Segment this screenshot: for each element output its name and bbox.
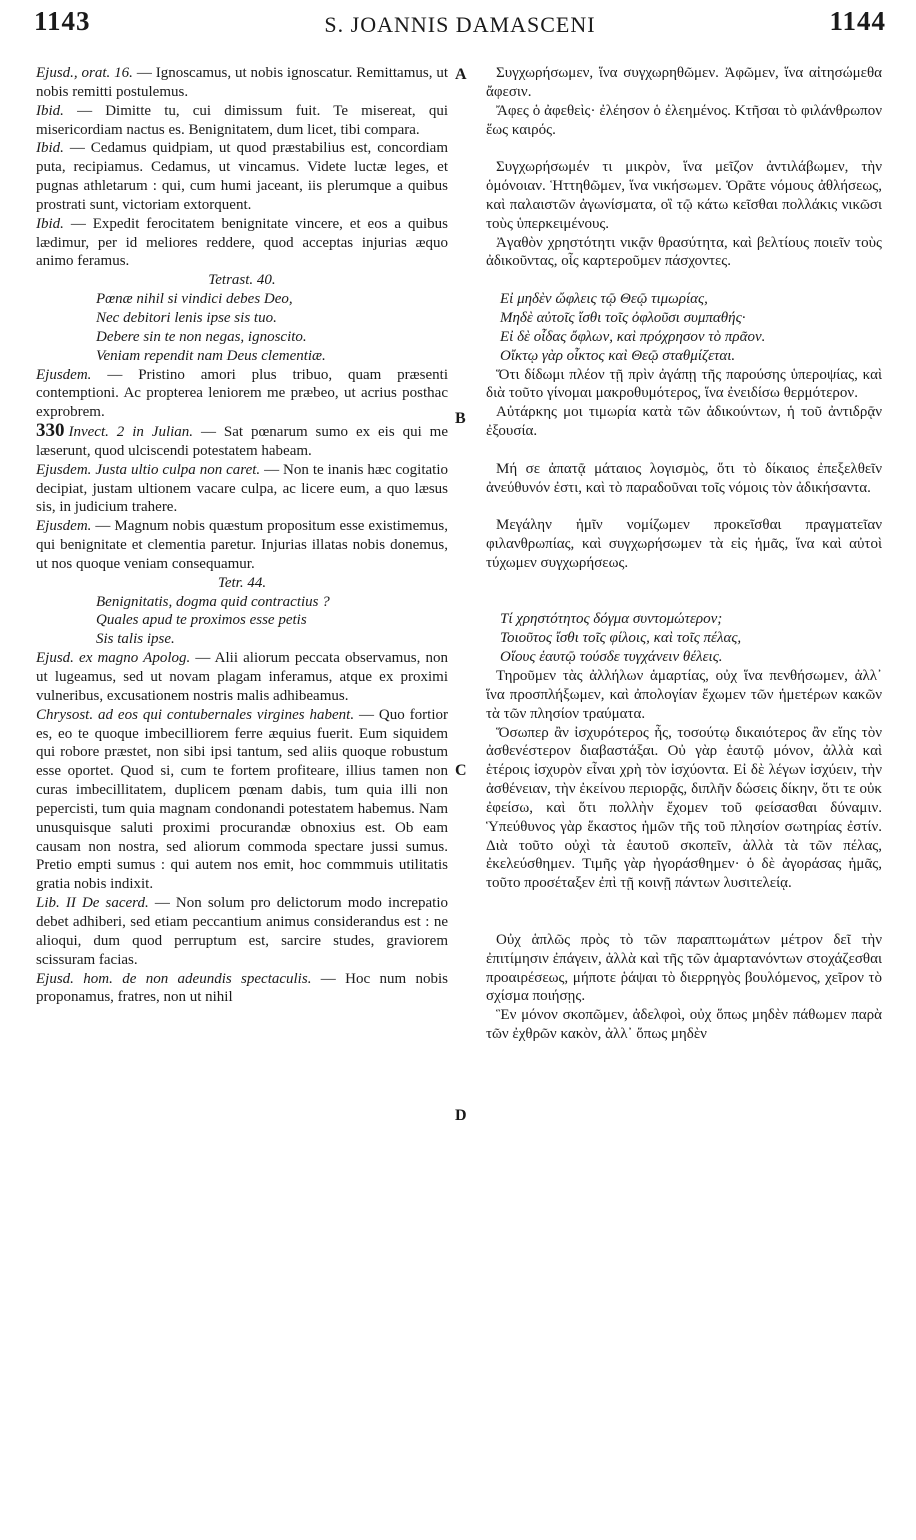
latin-column <box>36 64 448 1007</box>
verse-line: Pœnæ nihil si vindici debes Deo, <box>96 291 293 308</box>
greek-column <box>486 64 882 1044</box>
verse-line: Nec debitori lenis ipse sis tuo. <box>96 309 277 326</box>
latin-paragraph <box>36 461 448 518</box>
blank-line <box>486 139 882 158</box>
margin-letter-a: A <box>455 66 467 83</box>
blank-line <box>486 271 882 290</box>
latin-paragraph <box>36 422 448 461</box>
paragraph-text: — Hoc num nobis proponamus, fratres, non ut nihil <box>36 970 448 1006</box>
greek-paragraph: Μή σε ἀπατᾷ μάταιος λογισμὸς, ὅτι τὸ δίκαιος ἐπεξελθεῖν ἀνεύθυνόν ἐστι, καὶ τὸ παραδοῦναι τοῖς νόμοις τὸν ἀδικήσαντα. <box>486 460 882 496</box>
blank-line <box>486 592 882 611</box>
greek-paragraph: Μεγάλην ἡμῖν νομίζωμεν προκεῖσθαι πραγματεῖαν φιλανθρωπίας, καὶ συγχωρήσωμεν τὰ εἰς ἡμᾶς, ἵνα καὶ αὐτοὶ τύχωμεν συγχωρήσεως. <box>486 517 882 571</box>
verse-line: Τί χρηστότητος δόγμα συντομώτερον; <box>500 611 723 628</box>
paragraph-text: — Non solum pro delictorum modo increpatio debet adhiberi, sed etiam peccantium animus considerandus est : ne alioqui, dum quod perruptum est, sarcire studes, graviorem scissuram facias. <box>36 895 448 968</box>
source-citation: Lib. II De sacerd. <box>36 895 149 912</box>
blank-line <box>486 573 882 592</box>
source-citation: Ejusd., orat. 16. <box>36 65 133 81</box>
latin-paragraph <box>36 366 448 423</box>
blank-line <box>486 912 882 931</box>
greek-paragraph: Ὅσωπερ ἂν ἰσχυρότερος ἦς, τοσούτῳ δικαιότερος ἂν εἴης τὸν ἀσθενέστερον διαβαστάξαι. Οὐ γὰρ ἑαυτῷ μόνον, ἀλλὰ καὶ ἑτέροις ἰσχυρὸν εἶναι χρὴ τὸν ἰσχύοντα. Εἰ δὲ λέγων ἰσχύειν, τὴν ἀσθένειαν, τὴν ἐκείνου περιορᾷς, διπλῆν δώσεις δίκην, ὅτι τε οὐκ ἐφείσω, καὶ ὅτι πολλὴν ἔχομεν τοῦ φείσασθαι δύναμιν. Ὑπεύθυνος γὰρ ἕκαστος ἡμῶν τῆς τοῦ πλησίον σωτηρίας ἐστίν. Διὰ τοῦτο οὐχὶ τὰ ἑαυτοῦ σκοπεῖν, ἀλλὰ τὰ τῶν πέλας, ἐκελεύσθημεν. Τιμῆς γὰρ ἠγοράσθημεν· ὁ δὲ ἀγοράσας ἡμᾶς, τοῦτο προσέταξεν ἐπὶ τῇ κοινῇ πάντων λυσιτελείᾳ. <box>486 724 882 892</box>
paragraph-text: — Cedamus quidpiam, ut quod præstabilius est, concordiam puta, recipiamus. Cedamus, ut vincamus. Videte luctæ leges, et pugnas athletarum : qui, cum humi jaceant, iis plerumque a quibus prostrati sunt, victoriam extorquent. <box>36 140 449 213</box>
verse-line: Μηδὲ αὐτοῖς ἴσθι τοῖς ὀφλοῦσι συμπαθής· <box>500 309 746 326</box>
margin-letter-b: B <box>455 410 466 427</box>
latin-paragraph <box>36 215 448 272</box>
source-citation: Ejusd. hom. de non adeundis spectaculis. <box>36 970 312 987</box>
verse-line: Εἰ μηδὲν ὤφλεις τῷ Θεῷ τιμωρίας, <box>500 291 708 308</box>
verse-block <box>96 593 448 650</box>
verse-line: Οἵους ἑαυτῷ τούσδε τυγχάνειν θέλεις. <box>500 649 723 666</box>
verse-line: Οἴκτῳ γὰρ οἶκτος καὶ Θεῷ σταθμίζεται. <box>500 347 736 364</box>
latin-paragraph <box>36 706 448 894</box>
greek-paragraph: Ἓν μόνον σκοπῶμεν, ἀδελφοὶ, οὐχ ὅπως μηδὲν πάθωμεν παρὰ τῶν ἐχθρῶν κακὸν, ἀλλ᾿ ὅπως μηδὲν <box>486 1007 882 1043</box>
latin-paragraph <box>36 139 448 214</box>
source-citation: Ibid. <box>36 215 64 232</box>
verse-line: Veniam rependit nam Deus clementiæ. <box>96 347 326 364</box>
paragraph-text: — Sat pœnarum sumo ex eis qui me læserunt, quod ulciscendi potestatem habeam. <box>36 424 449 459</box>
verse-line: Sis talis ipse. <box>96 631 175 648</box>
latin-paragraph <box>36 517 448 574</box>
greek-paragraph: Συγχωρήσωμέν τι μικρὸν, ἵνα μεῖζον ἀντιλάβωμεν, τὴν ὁμόνοιαν. Ἡττηθῶμεν, ἵνα νικήσωμεν. Ὁρᾶτε νόμους ἀθλήσεως, καὶ παλαιστῶν ἀγωνίσματα, οἳ τῷ κάτω κεῖσθαι πολλάκις νικῶσι τοὺς ὑπερκειμένους. <box>486 159 882 232</box>
margin-letter-d: D <box>455 1107 467 1124</box>
greek-paragraph: Αὐτάρκης μοι τιμωρία κατὰ τῶν ἀδικούντων, ἡ τοῦ ἀντιδρᾷν ἐξουσία. <box>486 404 882 440</box>
source-citation: Ejusd. ex magno Apolog. <box>36 650 191 667</box>
paragraph-text: — Non te inanis hæc cogitatio decipiat, justam ultionem vacare culpa, ac licere eum, a quo læsus sis, in judicium trahere. <box>36 461 448 516</box>
latin-paragraph <box>36 64 448 102</box>
source-citation: Ibid. <box>36 102 64 119</box>
section-heading: Tetr. 44. <box>217 574 267 591</box>
greek-paragraph: Συγχωρήσωμεν, ἵνα συγχωρηθῶμεν. Ἀφῶμεν, ἵνα αἰτησώμεθα ἄφεσιν. <box>486 65 882 100</box>
latin-paragraph <box>36 102 448 140</box>
latin-paragraph <box>36 970 448 1008</box>
greek-paragraph: Οὐχ ἁπλῶς πρὸς τὸ τῶν παραπτωμάτων μέτρον δεῖ τὴν ἐπιτίμησιν ἐπάγειν, ἀλλὰ καὶ τῆς τῶν ἁμαρτανόντων στοχάζεσθαι προαιρέσεως, μήποτε ῥάψαι τὸ διερρηγὸς βουλόμενος, χεῖρον τὸ σχίσμα ποιήσῃς. <box>486 931 882 1005</box>
source-citation: Chrysost. ad eos qui contubernales virgines habent. <box>36 706 355 723</box>
verse-line: Quales apud te proximos esse petis <box>96 612 307 629</box>
verse-block <box>96 290 448 365</box>
greek-paragraph: Ἄφες ὁ ἀφεθεὶς· ἐλέησον ὁ ἐλεημένος. Κτῆσαι τὸ φιλάνθρωπον ἕως καιρός. <box>486 102 882 138</box>
blank-line <box>486 441 882 460</box>
column-number: 330 <box>36 420 65 442</box>
section-heading: Tetrast. 40. <box>208 272 276 289</box>
paragraph-text: — Expedit ferocitatem benignitate vincere, et eos a quibus lædimur, per id meliores reddere, quod acceptas injurias æquo animo feramus. <box>36 215 448 270</box>
page-number-left: 1143 <box>34 6 91 36</box>
paragraph-text: — Magnum nobis quæstum propositum esse existimemus, qui benignitate et clementia paretur. Injurias illatas nobis donemus, ut nos quoque veniam consequamur. <box>36 518 449 572</box>
verse-line: Εἰ δὲ οἶδας ὄφλων, καὶ πρόχρησον τὸ πρᾶον. <box>500 328 766 345</box>
greek-paragraph: Τηροῦμεν τὰς ἀλλήλων ἁμαρτίας, οὐχ ἵνα πενθήσωμεν, ἀλλ᾿ ἵνα προσπλήξωμεν, καὶ ἀπολογίαν ἔχωμεν τῶν ἡμετέρων κακῶν τὰ τῶν πλησίον τραύματα. <box>486 668 882 722</box>
paragraph-text: — Pristino amori plus tribuo, quam præsenti contemptioni. Ac propterea leniorem me præbeo, ut acrius posthac exprobrem. <box>36 366 449 421</box>
page-header <box>34 6 886 46</box>
paragraph-text: — Quo fortior es, eo te quoque imbecilliorem ferre æquius fuerit. Eum siquidem qui robore præstet, non sibi ipsi tantum, sed aliis quoque robustum esse oportet. Quod si, cum te fortem profiteare, illius tamen non curas imbecillitatem, duplicem pœnam dabis, tum quia illi non pepercisti, tum quia magnam condonandi potestatem habemus. Nam unusquisque saluti proximi procurandæ obnoxius est. Ob eam causam non nostra, sed aliorum commoda spectare jussi sumus. Pretio empti sumus : qui autem nos emit, hoc commmuis utilitatis gratia nobis indixit. <box>36 706 449 893</box>
verse-line: Debere sin te non negas, ignoscito. <box>96 328 307 345</box>
greek-paragraph: Ἀγαθὸν χρηστότητι νικᾷν θρασύτητα, καὶ βελτίους ποιεῖν τοὺς ἀδικοῦντας, οἷς καρτεροῦμεν πάσχοντες. <box>486 234 882 270</box>
source-citation: Ibid. <box>36 140 64 157</box>
paragraph-text: — Alii aliorum peccata observamus, non ut lugeamus, sed ut novam plagam inferamus, atque ex proximi vulneribus, excusationem nostris malis adhibeamus. <box>36 650 449 704</box>
source-citation: Ejusdem. <box>36 518 92 535</box>
verse-line: Benignitatis, dogma quid contractius ? <box>96 593 330 610</box>
greek-verse-block <box>500 610 882 667</box>
paragraph-text: — Ignoscamus, ut nobis ignoscatur. Remittamus, ut nobis remitti postulemus. <box>36 65 448 100</box>
source-citation: Ejusdem. <box>36 366 92 383</box>
margin-letter-c: C <box>455 762 467 779</box>
source-citation: Invect. 2 in Julian. <box>68 424 194 441</box>
paragraph-text: — Dimitte tu, cui dimissum fuit. Te misereat, qui misericordiam nactus es. Benignitatem, dum licet, tibi compara. <box>36 102 448 138</box>
blank-line <box>486 497 882 516</box>
latin-paragraph <box>36 649 448 706</box>
running-title: S. JOANNIS DAMASCENI <box>324 12 596 37</box>
latin-paragraph <box>36 894 448 969</box>
greek-paragraph: Ὅτι δίδωμι πλέον τῇ πρὶν ἀγάπῃ τῆς παρούσης ὑπεροψίας, καὶ διὰ τοῦτο γίνομαι μακροθυμότερος, ἵνα ἐνειδίσω θερμότερον. <box>486 366 882 402</box>
source-citation: Ejusdem. Justa ultio culpa non caret. <box>36 461 261 478</box>
greek-verse-block <box>500 290 882 365</box>
blank-line <box>486 893 882 912</box>
verse-line: Τοιοῦτος ἴσθι τοῖς φίλοις, καὶ τοῖς πέλας, <box>500 630 742 647</box>
page-number-right: 1144 <box>829 6 886 36</box>
